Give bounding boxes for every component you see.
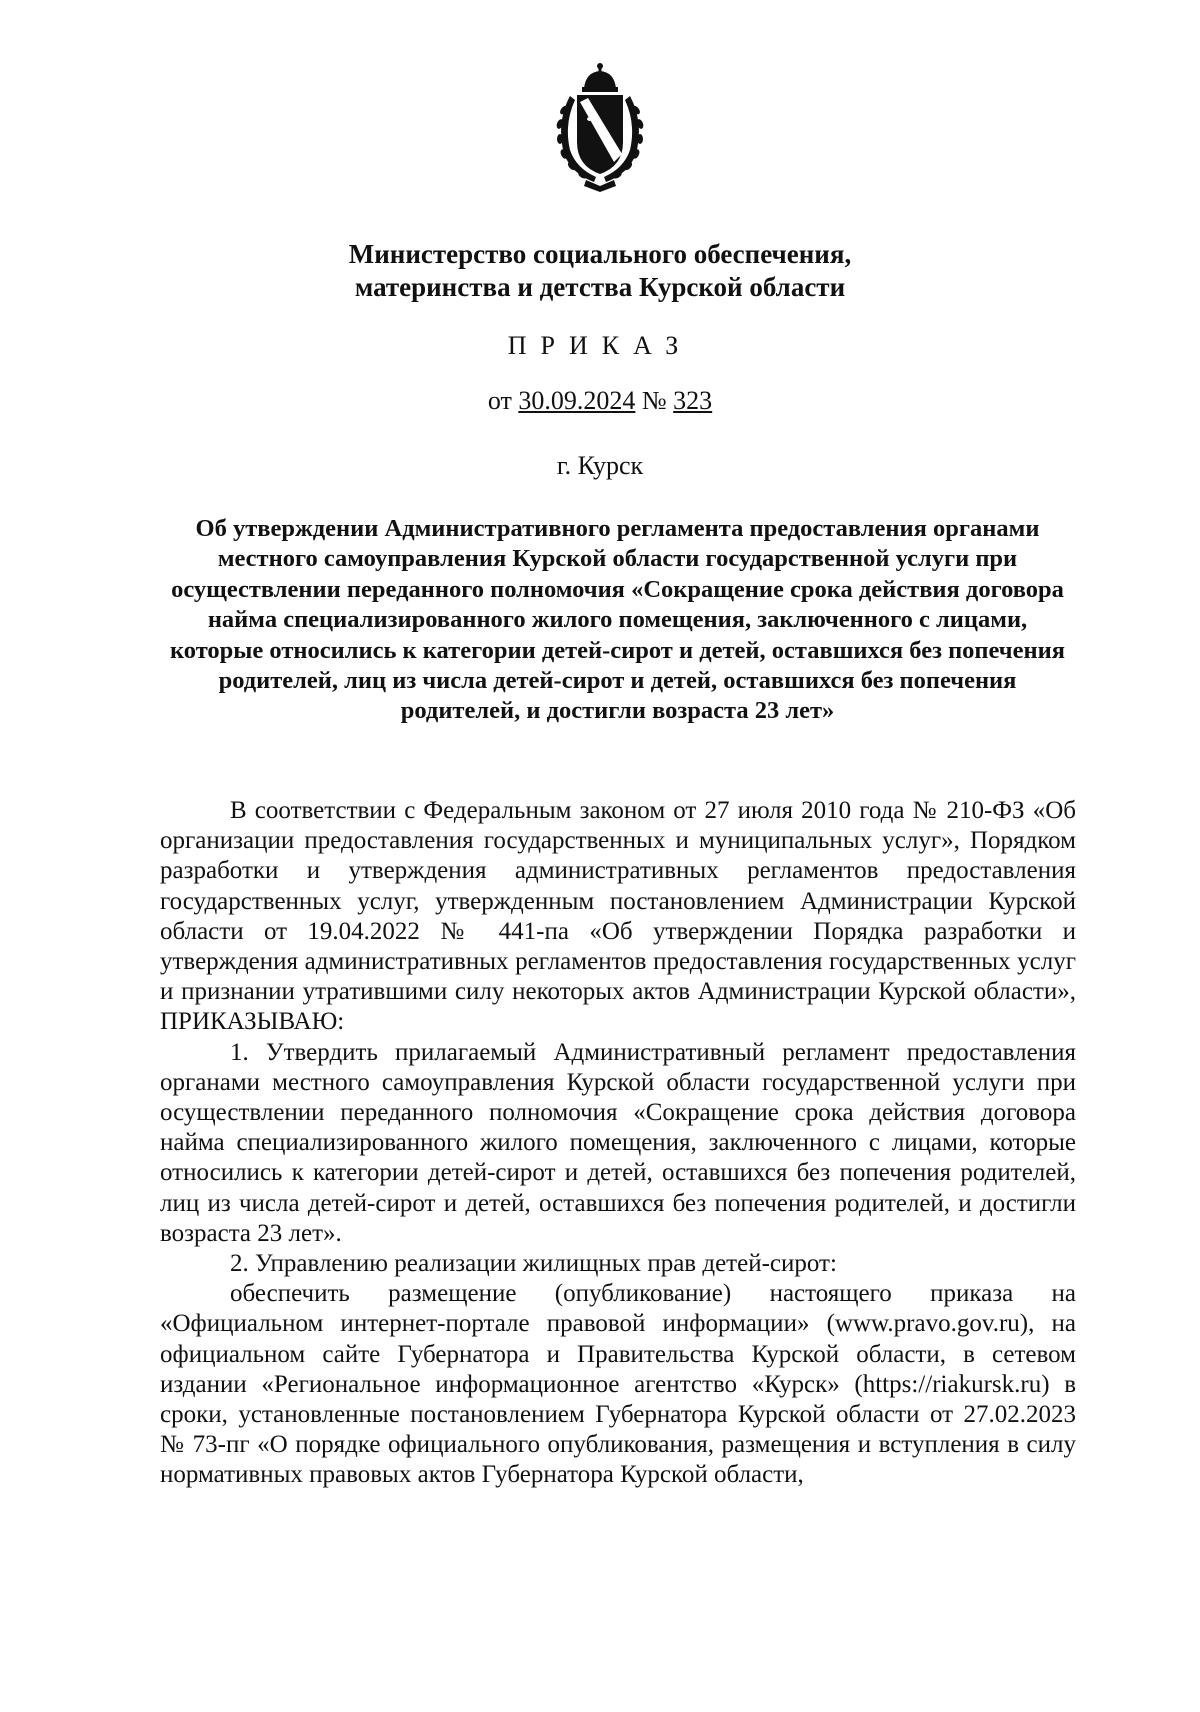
ministry-name-line2: материнства и детства Курской области xyxy=(354,272,846,302)
document-type: ПРИКАЗ xyxy=(507,331,693,360)
preamble-paragraph: В соответствии с Федеральным законом от 27 июля 2010 года № 210-ФЗ «Об организации предоставления государственных и муниципальных услуг», Порядком разработки и утверждения административных регламентов предоставления государственных услуг, утвержденным постановлением Администрации Курской области от 19.04.2022 № 441-па «Об утверждении Порядка разработки и утверждения административных регламентов предоставления государственных услуг и признании утратившими силу некоторых актов Администрации Курской области», ПРИКАЗЫВАЮ: xyxy=(160,797,1076,1036)
item-2-paragraph: 2. Управлению реализации жилищных прав детей-сирот: xyxy=(230,1250,837,1278)
city: г. Курск xyxy=(556,451,644,480)
ministry-name xyxy=(0,238,1200,304)
order-number: 323 xyxy=(673,386,713,415)
ministry-name-line1: Министерство социального обеспечения, xyxy=(348,239,852,269)
date-prefix: от xyxy=(487,386,512,415)
order-subject: Об утверждении Административного регламента предоставления органами местного самоуправления Курской области государственной услуги при осуществлении переданного полномочия «Сокращение срока действия договора найма специализированного жилого помещения, заключенного с лицами, которые относились к категории детей-сирот и детей, оставшихся без попечения родителей, лиц из числа детей-сирот и детей, оставшихся без попечения родителей, и достигли возраста 23 лет» xyxy=(169,515,1065,725)
number-sign: № xyxy=(641,386,667,415)
coat-of-arms-icon xyxy=(550,62,650,192)
order-date-number xyxy=(0,386,1200,416)
order-date: 30.09.2024 xyxy=(518,386,636,415)
item-1-paragraph: 1. Утвердить прилагаемый Административный регламент предоставления органами местного самоуправления Курской области государственной услуги при осуществлении переданного полномочия «Сокращение срока действия договора найма специализированного жилого помещения, заключенного с лицами, которые относились к категории детей-сирот и детей, оставшихся без попечения родителей, лиц из числа детей-сирот и детей, оставшихся без попечения родителей, и достигли возраста 23 лет». xyxy=(160,1038,1076,1247)
item-2-text-paragraph: обеспечить размещение (опубликование) настоящего приказа на «Официальном интернет-портале правовой информации» (www.pravo.gov.ru), на официальном сайте Губернатора и Правительства Курской области, в сетевом издании «Региональное информационное агентство «Курск» (https://riakursk.ru) в сроки, установленные постановлением Губернатора Курской области от 27.02.2023 № 73-пг «О порядке официального опубликования, размещения и вступления в силу нормативных правовых актов Губернатора Курской области, xyxy=(160,1280,1076,1489)
order-body xyxy=(160,796,1076,1491)
